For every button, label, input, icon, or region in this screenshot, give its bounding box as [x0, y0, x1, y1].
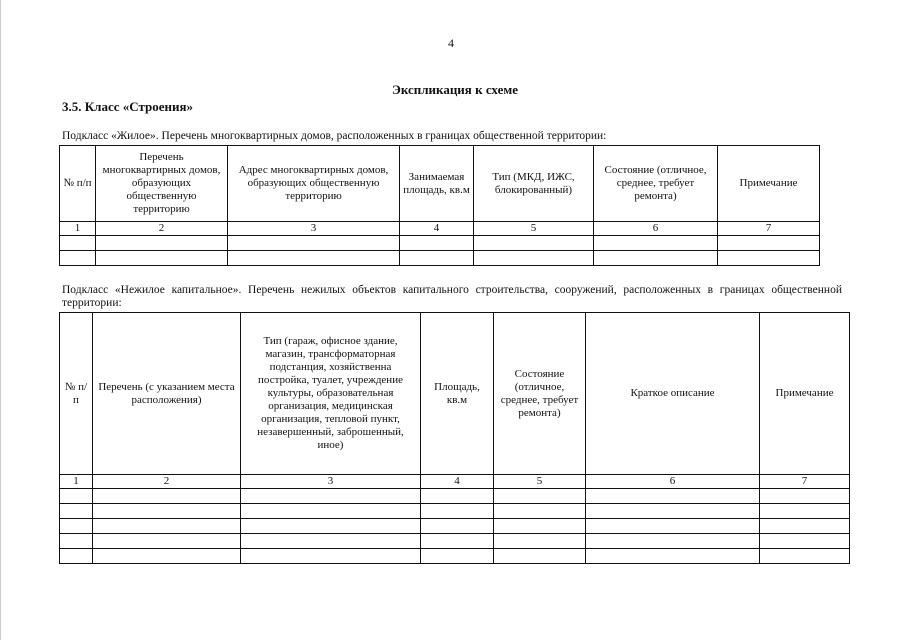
empty-cell — [241, 519, 421, 534]
table-row — [60, 236, 820, 251]
column-number: 4 — [400, 222, 474, 236]
empty-cell — [241, 504, 421, 519]
empty-cell — [718, 236, 820, 251]
empty-cell — [421, 489, 494, 504]
empty-cell — [760, 519, 850, 534]
empty-cell — [421, 504, 494, 519]
header-cell: Примечание — [718, 146, 820, 222]
empty-cell — [60, 549, 93, 564]
empty-cell — [586, 504, 760, 519]
header-cell: Тип (гараж, офисное здание, магазин, трансформаторная подстанция, хозяйственна постройка, туалет, учреждение культуры, образовательная организация, медицинская организация, тепловой пункт, незавершенный, заброшенный, иное) — [241, 313, 421, 475]
table-row — [60, 251, 820, 266]
empty-cell — [760, 534, 850, 549]
header-cell: № п/п — [60, 146, 96, 222]
empty-cell — [494, 504, 586, 519]
table-header-row — [60, 146, 820, 222]
column-number: 3 — [228, 222, 400, 236]
header-cell: Примечание — [760, 313, 850, 475]
empty-cell — [60, 519, 93, 534]
column-number: 6 — [586, 475, 760, 489]
empty-cell — [60, 489, 93, 504]
header-cell: Тип (МКД, ИЖС, блокированный) — [474, 146, 594, 222]
table2-caption: Подкласс «Нежилое капитальное». Перечень нежилых объектов капитального строительства, сооружений, расположенных в границах общественной территории: — [62, 284, 842, 309]
table-row — [60, 519, 850, 534]
empty-cell — [474, 236, 594, 251]
empty-cell — [228, 251, 400, 266]
header-cell: Площадь, кв.м — [421, 313, 494, 475]
column-number-row — [60, 475, 850, 489]
empty-cell — [60, 236, 96, 251]
empty-cell — [760, 504, 850, 519]
empty-cell — [594, 251, 718, 266]
column-number: 5 — [494, 475, 586, 489]
empty-cell — [594, 236, 718, 251]
header-cell: № п/п — [60, 313, 93, 475]
empty-cell — [93, 519, 241, 534]
empty-cell — [241, 489, 421, 504]
empty-cell — [474, 251, 594, 266]
table-row — [60, 489, 850, 504]
column-number: 2 — [93, 475, 241, 489]
column-number: 6 — [594, 222, 718, 236]
header-cell: Состояние (отличное, среднее, требует ремонта) — [494, 313, 586, 475]
empty-cell — [586, 489, 760, 504]
empty-cell — [60, 504, 93, 519]
empty-cell — [93, 489, 241, 504]
page-heading: Экспликация к схеме — [392, 82, 518, 97]
empty-cell — [760, 489, 850, 504]
page-number: 4 — [448, 36, 454, 50]
empty-cell — [586, 519, 760, 534]
empty-cell — [421, 519, 494, 534]
column-number: 5 — [474, 222, 594, 236]
section-title: 3.5. Класс «Строения» — [62, 99, 194, 114]
empty-cell — [60, 534, 93, 549]
empty-cell — [241, 534, 421, 549]
empty-cell — [93, 534, 241, 549]
empty-cell — [93, 504, 241, 519]
table-row — [60, 549, 850, 564]
empty-cell — [494, 489, 586, 504]
empty-cell — [494, 534, 586, 549]
empty-cell — [494, 549, 586, 564]
empty-cell — [400, 236, 474, 251]
empty-cell — [96, 236, 228, 251]
header-cell: Перечень многоквартирных домов, образующих общественную территорию — [96, 146, 228, 222]
page-edge — [0, 0, 1, 640]
column-number-row — [60, 222, 820, 236]
empty-cell — [60, 251, 96, 266]
column-number: 1 — [60, 475, 93, 489]
header-cell: Перечень (с указанием места расположения) — [93, 313, 241, 475]
empty-cell — [586, 549, 760, 564]
non-residential-table — [59, 312, 850, 564]
column-number: 7 — [718, 222, 820, 236]
header-cell: Состояние (отличное, среднее, требует ремонта) — [594, 146, 718, 222]
table-row — [60, 504, 850, 519]
residential-table — [59, 145, 820, 266]
header-cell: Занимаемая площадь, кв.м — [400, 146, 474, 222]
empty-cell — [241, 549, 421, 564]
column-number: 2 — [96, 222, 228, 236]
column-number: 1 — [60, 222, 96, 236]
empty-cell — [760, 549, 850, 564]
empty-cell — [718, 251, 820, 266]
table-row — [60, 534, 850, 549]
column-number: 7 — [760, 475, 850, 489]
table1-caption: Подкласс «Жилое». Перечень многоквартирных домов, расположенных в границах общественной территории: — [62, 130, 607, 142]
empty-cell — [421, 549, 494, 564]
empty-cell — [494, 519, 586, 534]
empty-cell — [93, 549, 241, 564]
table-header-row — [60, 313, 850, 475]
empty-cell — [96, 251, 228, 266]
empty-cell — [228, 236, 400, 251]
column-number: 3 — [241, 475, 421, 489]
column-number: 4 — [421, 475, 494, 489]
header-cell: Адрес многоквартирных домов, образующих общественную территорию — [228, 146, 400, 222]
empty-cell — [400, 251, 474, 266]
empty-cell — [586, 534, 760, 549]
empty-cell — [421, 534, 494, 549]
header-cell: Краткое описание — [586, 313, 760, 475]
